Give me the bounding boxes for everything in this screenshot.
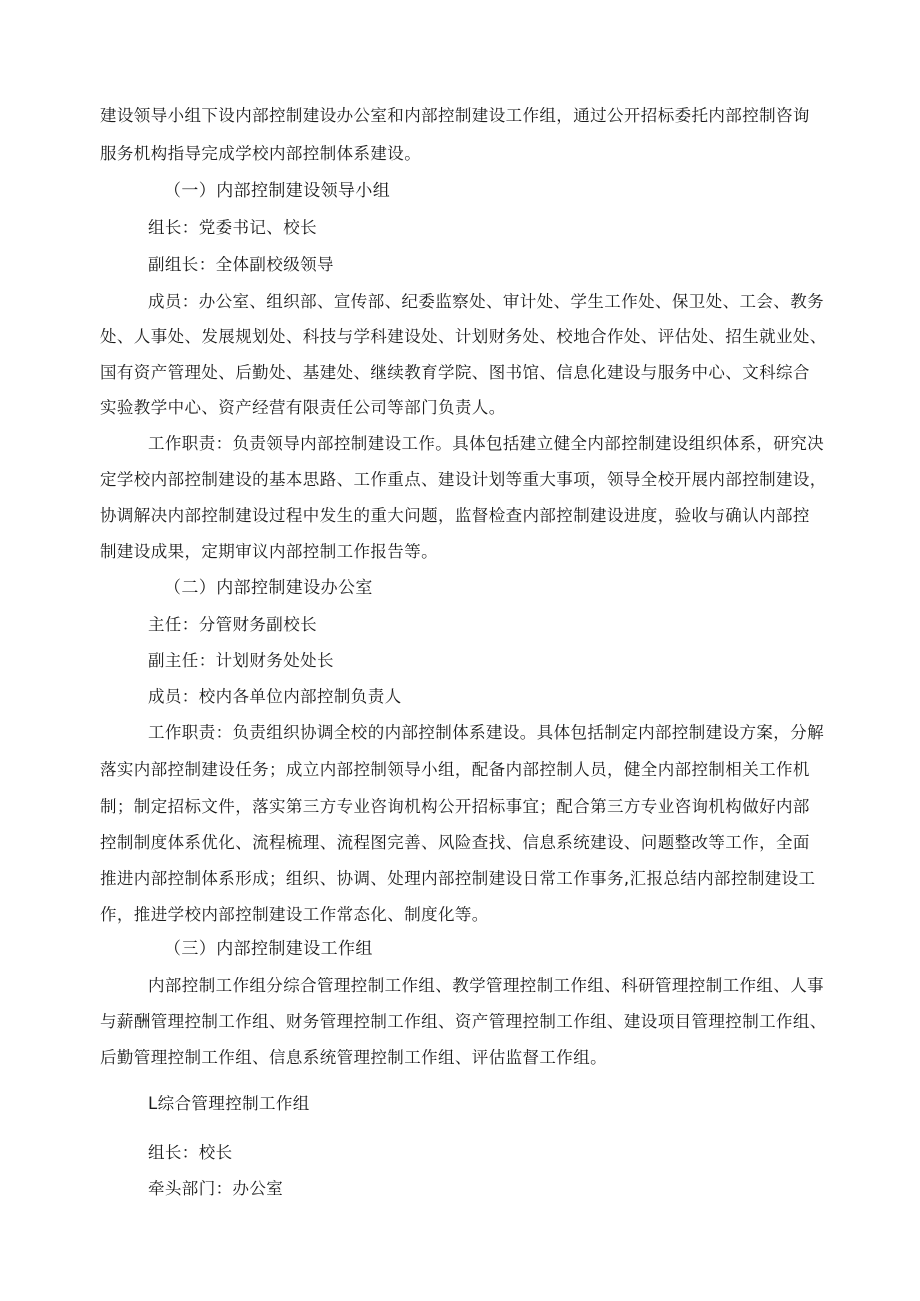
- paragraph-line: 服务机构指导完成学校内部控制体系建设。: [100, 144, 422, 163]
- members-line: 处、人事处、发展规划处、科技与学科建设处、计划财务处、校地合作处、评估处、招生就业处、: [100, 327, 827, 346]
- section-heading: （二）内部控制建设办公室: [164, 578, 373, 598]
- paragraph-line: 后勤管理控制工作组、信息系统管理控制工作组、评估监督工作组。: [100, 1048, 607, 1067]
- duties-line: 控制制度体系优化、流程梳理、流程图完善、风险查找、信息系统建设、问题整改等工作，全面: [100, 833, 810, 852]
- duties-line: 制建设成果，定期审议内部控制工作报告等。: [100, 542, 438, 561]
- members-line: 国有资产管理处、后勤处、基建处、继续教育学院、图书馆、信息化建设与服务中心、文科综合: [100, 363, 810, 382]
- duties-line: 制；制定招标文件，落实第三方专业咨询机构公开招标事宜；配合第三方专业咨询机构做好内部: [100, 797, 810, 816]
- members-line: 成员：办公室、组织部、宣传部、纪委监察处、审计处、学生工作处、保卫处、工会、教务: [148, 292, 824, 311]
- subsection-heading: L综合管理控制工作组: [148, 1094, 310, 1113]
- director-line: 主任：分管财务副校长: [148, 615, 317, 634]
- deputy-line: 副主任：计划财务处处长: [148, 651, 334, 670]
- duties-line: 定学校内部控制建设的基本思路、工作重点、建设计划等重大事项，领导全校开展内部控制建设，: [100, 470, 827, 489]
- lead-dept-line: 牵头部门：办公室: [148, 1179, 284, 1198]
- deputy-line: 副组长：全体副校级领导: [148, 255, 334, 274]
- leader-line: 组长：校长: [148, 1143, 233, 1162]
- paragraph-line: 与薪酬管理控制工作组、财务管理控制工作组、资产管理控制工作组、建设项目管理控制工作组、: [100, 1012, 827, 1031]
- members-line: 实验教学中心、资产经营有限责任公司等部门负责人。: [100, 398, 506, 417]
- duties-line: 工作职责：负责组织协调全校的内部控制体系建设。具体包括制定内部控制建设方案，分解: [148, 723, 824, 742]
- paragraph-line: 建设领导小组下设内部控制建设办公室和内部控制建设工作组，通过公开招标委托内部控制咨询: [100, 106, 810, 125]
- leader-line: 组长：党委书记、校长: [148, 218, 317, 237]
- paragraph-line: 内部控制工作组分综合管理控制工作组、教学管理控制工作组、科研管理控制工作组、人事: [148, 976, 824, 995]
- duties-line: 落实内部控制建设任务；成立内部控制领导小组，配备内部控制人员，健全内部控制相关工作机: [100, 760, 810, 779]
- duties-line: 协调解决内部控制建设过程中发生的重大问题，监督检查内部控制建设进度，验收与确认内部控: [100, 506, 810, 525]
- members-line: 成员：校内各单位内部控制负责人: [148, 687, 402, 706]
- duties-line: 推进内部控制体系形成；组织、协调、处理内部控制建设日常工作事务,汇报总结内部控制建设工: [100, 869, 816, 888]
- duties-line: 作，推进学校内部控制建设工作常态化、制度化等。: [100, 905, 489, 924]
- section-heading: （一）内部控制建设领导小组: [164, 181, 391, 201]
- section-heading: （三）内部控制建设工作组: [164, 939, 373, 959]
- duties-line: 工作职责：负责领导内部控制建设工作。具体包括建立健全内部控制建设组织体系，研究决: [148, 434, 824, 453]
